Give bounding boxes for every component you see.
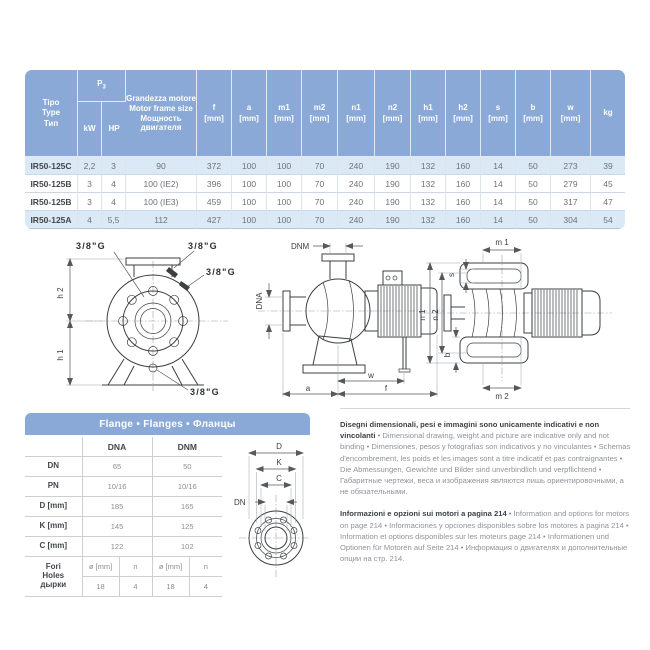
- dim-label-n2: n 2: [431, 309, 440, 321]
- pump-type: IR50-125B: [25, 193, 78, 211]
- cell-n2: 190: [375, 211, 411, 229]
- cell-m2: 70: [302, 193, 338, 211]
- col-header-kw: kW: [78, 102, 102, 157]
- flange-col-dnm: DNM: [152, 437, 222, 457]
- cell-kw: 4: [78, 211, 102, 229]
- dim-label-DN: DN: [234, 498, 246, 507]
- holes-diam-dnm: 18: [152, 577, 189, 597]
- dim-dnm: [291, 242, 363, 253]
- plug-label-top-left: 3/8"G: [76, 241, 106, 251]
- flange-row: [25, 497, 222, 517]
- cell-kg: 39: [591, 157, 625, 175]
- col-header-w: w [mm]: [551, 70, 591, 157]
- dim-label-n1: n 1: [418, 309, 427, 321]
- cell-hp: 4: [102, 193, 126, 211]
- flange-row-label: D [mm]: [25, 497, 82, 517]
- cell-b: 50: [516, 193, 551, 211]
- cell-m2: 70: [302, 157, 338, 175]
- dim-b: [443, 327, 460, 373]
- flange-value-dnm: 10/16: [152, 477, 222, 497]
- holes-diam-header: ø [mm]: [152, 557, 189, 577]
- flange-row-label: DN: [25, 457, 82, 477]
- holes-n-header: n: [119, 557, 152, 577]
- dim-label-a: a: [305, 384, 311, 393]
- cell-m1: 100: [267, 175, 302, 193]
- col-header-h2: h2 [mm]: [446, 70, 481, 157]
- holes-n-header: n: [189, 557, 222, 577]
- col-header-kg: kg: [591, 70, 625, 157]
- cell-h1: 132: [411, 157, 446, 175]
- cell-f: 372: [197, 157, 232, 175]
- cell-w: 317: [551, 193, 591, 211]
- cell-frame: 90: [126, 157, 197, 175]
- cell-m1: 100: [267, 193, 302, 211]
- col-header-hp: HP: [102, 102, 126, 157]
- dim-label-m1: m 1: [495, 238, 509, 247]
- flange-value-dnm: 50: [152, 457, 222, 477]
- flange-row-label: C [mm]: [25, 537, 82, 557]
- cell-kw: 3: [78, 175, 102, 193]
- dim-label-h1: h 1: [56, 349, 65, 361]
- col-header-m2: m2 [mm]: [302, 70, 338, 157]
- cell-a: 100: [232, 211, 267, 229]
- note-motors-lead: Informazioni e opzioni sui motori a pagina 214: [340, 509, 507, 519]
- flange-value-dnm: 102: [152, 537, 222, 557]
- cell-w: 304: [551, 211, 591, 229]
- flange-value-dnm: 125: [152, 517, 222, 537]
- table-row: [25, 157, 625, 175]
- col-header-s: s [mm]: [481, 70, 516, 157]
- plug-label-top-right: 3/8"G: [188, 241, 218, 251]
- notes-divider: [340, 408, 630, 409]
- col-header-n2: n2 [mm]: [375, 70, 411, 157]
- holes-diam-dna: 18: [82, 577, 119, 597]
- flange-value-dna: 122: [82, 537, 152, 557]
- cell-h1: 132: [411, 193, 446, 211]
- flange-value-dna: 10/16: [82, 477, 152, 497]
- motor-fins: [535, 290, 577, 336]
- cell-kg: 54: [591, 211, 625, 229]
- cell-frame: 100 (IE3): [126, 193, 197, 211]
- cell-s: 14: [481, 193, 516, 211]
- cell-s: 14: [481, 157, 516, 175]
- dim-label-s: s: [447, 273, 456, 277]
- note-motors: [340, 508, 631, 564]
- dim-h1: [56, 321, 102, 385]
- cell-m1: 100: [267, 211, 302, 229]
- cell-hp: 3: [102, 157, 126, 175]
- cell-a: 100: [232, 157, 267, 175]
- pump-type: IR50-125B: [25, 175, 78, 193]
- col-header-frame: Grandezza motore Motor frame size Мощность двигателя: [126, 70, 197, 157]
- holes-n-dnm: 4: [189, 577, 222, 597]
- cell-b: 50: [516, 157, 551, 175]
- notes-block: [340, 419, 631, 575]
- flange-row: [25, 457, 222, 477]
- pump-outline: [283, 254, 437, 373]
- cell-frame: 100 (IE2): [126, 175, 197, 193]
- flange-section-title: Flange • Flanges • Фланцы: [25, 413, 310, 435]
- note-dimensions-body: • Dimensional drawing, weight and picture are indicative only and not binding • Dimensiones, pesos y fotografias son indicativos y no vinculantes • Schemas d'encombrement, les poids et les images sont a titre indicatif et pas contraignantes • Die Abmessungen, Gewichte und Bilder sind unverbindlich und verpflichtend • Габаритные чертежи, веса и изображения являются лишь ориентировочными, а не обязательными.: [340, 431, 631, 497]
- cell-h2: 160: [446, 175, 481, 193]
- flange-holes-label: Fori Holes дырки: [25, 557, 82, 597]
- flange-row: [25, 537, 222, 557]
- flange-value-dna: 145: [82, 517, 152, 537]
- cell-s: 14: [481, 211, 516, 229]
- col-header-h1: h1 [mm]: [411, 70, 446, 157]
- flange-row: [25, 477, 222, 497]
- cell-f: 427: [197, 211, 232, 229]
- col-header-m1: m1 [mm]: [267, 70, 302, 157]
- cell-kw: 2,2: [78, 157, 102, 175]
- col-header-n1: n1 [mm]: [338, 70, 375, 157]
- cell-kg: 47: [591, 193, 625, 211]
- cell-w: 273: [551, 157, 591, 175]
- flange-value-dna: 65: [82, 457, 152, 477]
- cell-n1: 240: [338, 157, 375, 175]
- table-row: [25, 211, 625, 229]
- cell-f: 396: [197, 175, 232, 193]
- note-dimensions: [340, 419, 631, 497]
- pump-top-view-drawing: [420, 233, 615, 403]
- cell-n2: 190: [375, 193, 411, 211]
- note-motors-body: • Information and options for motors on page 214 • Informaciones y opciones disponibles sobre los motores a pagina 214 • Information et options disponibles sur les moteurs page 214 • Informationen und Optionen für Motoren auf Seite 214 • Информация о двигателях и дополнительные опции на стр. 214.: [340, 509, 630, 564]
- cell-a: 100: [232, 193, 267, 211]
- pump-front-view-drawing: [28, 233, 253, 400]
- flange-value-dnm: 165: [152, 497, 222, 517]
- cell-n1: 240: [338, 175, 375, 193]
- table-row: [25, 175, 625, 193]
- cell-b: 50: [516, 175, 551, 193]
- holes-n-dna: 4: [119, 577, 152, 597]
- cell-hp: 5,5: [102, 211, 126, 229]
- table-row: [25, 193, 625, 211]
- flange-col-dna: DNA: [82, 437, 152, 457]
- cell-h2: 160: [446, 211, 481, 229]
- cell-h2: 160: [446, 157, 481, 175]
- cell-f: 459: [197, 193, 232, 211]
- flange-row: [25, 517, 222, 537]
- cell-m2: 70: [302, 175, 338, 193]
- dim-w: [338, 345, 404, 397]
- dim-label-h2: h 2: [56, 287, 65, 299]
- cell-n1: 240: [338, 193, 375, 211]
- dim-label-dnm: DNM: [291, 242, 310, 251]
- plug-label-right: 3/8"G: [206, 267, 236, 277]
- cell-kg: 45: [591, 175, 625, 193]
- col-header-power: $P_3$: [78, 70, 126, 102]
- dim-label-D: D: [276, 442, 282, 451]
- dim-label-w: w: [368, 371, 374, 380]
- cell-w: 279: [551, 175, 591, 193]
- flange-row-label: K [mm]: [25, 517, 82, 537]
- flange-drawing: [227, 437, 311, 579]
- pump-type: IR50-125A: [25, 211, 78, 229]
- cell-m1: 100: [267, 157, 302, 175]
- dim-label-K: K: [276, 458, 282, 467]
- flange-value-dna: 185: [82, 497, 152, 517]
- cell-n2: 190: [375, 175, 411, 193]
- cell-kw: 3: [78, 193, 102, 211]
- flange-row-label: PN: [25, 477, 82, 497]
- col-header-f: f [mm]: [197, 70, 232, 157]
- col-header-b: b [mm]: [516, 70, 551, 157]
- dim-h2: [56, 259, 124, 321]
- flange-holes-header-row: [25, 557, 222, 577]
- flange-table: [25, 437, 222, 597]
- cell-h1: 132: [411, 175, 446, 193]
- cell-hp: 4: [102, 175, 126, 193]
- dim-label-dna: DNA: [255, 292, 264, 310]
- dim-DN: [234, 498, 297, 531]
- dim-label-m2: m 2: [495, 392, 509, 401]
- dim-label-b: b: [443, 352, 452, 358]
- col-header-a: a [mm]: [232, 70, 267, 157]
- cell-frame: 112: [126, 211, 197, 229]
- cell-n1: 240: [338, 211, 375, 229]
- flange-corner-cell: [25, 437, 82, 457]
- plug-callouts: [76, 241, 236, 397]
- dim-label-C: C: [276, 474, 282, 483]
- cell-s: 14: [481, 175, 516, 193]
- dim-label-f: f: [384, 384, 388, 393]
- dimension-table: [25, 70, 625, 229]
- cell-n2: 190: [375, 157, 411, 175]
- cell-h1: 132: [411, 211, 446, 229]
- note-dimensions-lead: Disegni dimensionali, pesi e immagini sono unicamente indicativi e non vincolanti: [340, 420, 600, 441]
- col-header-type: Tipo Type Тип: [25, 70, 78, 157]
- plug-label-bottom: 3/8"G: [190, 387, 220, 397]
- cell-a: 100: [232, 175, 267, 193]
- holes-diam-header: ø [mm]: [82, 557, 119, 577]
- cell-m2: 70: [302, 211, 338, 229]
- cell-b: 50: [516, 211, 551, 229]
- pump-type: IR50-125C: [25, 157, 78, 175]
- cell-h2: 160: [446, 193, 481, 211]
